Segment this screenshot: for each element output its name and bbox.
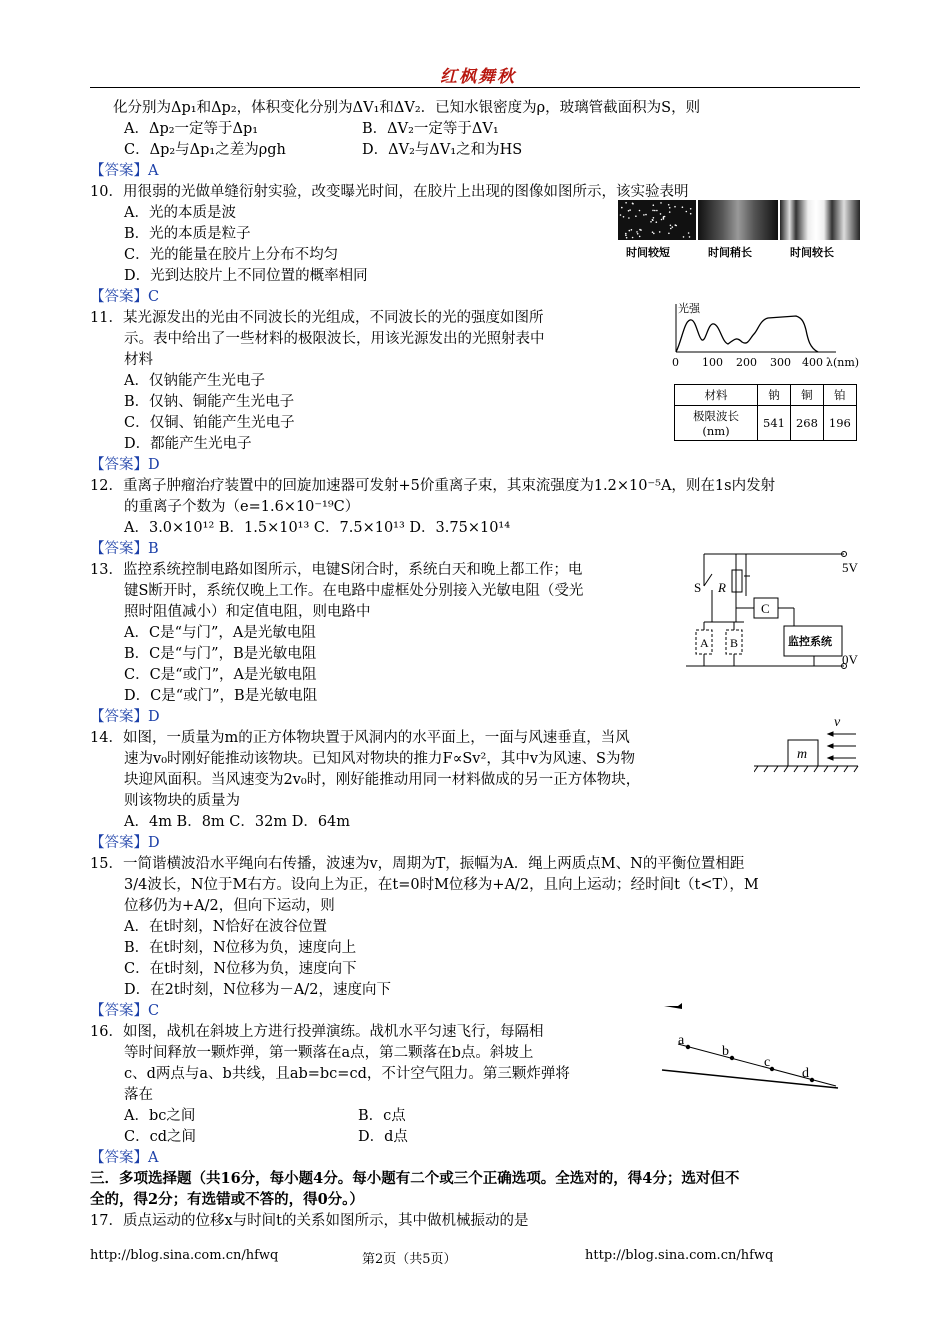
tick-400: 400 [802,356,823,369]
text-line: 全的，得2分；有选错或不答的，得0分。） [90,1191,364,1208]
text-line: 17．质点运动的位移x与时间t的关系如图所示，其中做机械振动的是 [90,1213,529,1229]
text-line: 13．监控系统控制电路如图所示，电键S闭合时，系统白天和晚上都工作；电 [90,562,583,578]
header-logo: 红枫舞秋 [440,67,516,87]
wind-block-figure [754,712,864,774]
text-line: 位移仍为+A/2，但向下运动，则 [124,898,335,914]
text-line: 照时阻值减小）和定值电阻，则电路中 [124,604,371,620]
text-line: 块迎风面积。当风速变为2v₀时，刚好能推动用同一材料做成的另一正方体物块， [124,772,641,788]
tick-0: 0 [672,356,679,369]
text-line: B．ΔV₂一定等于ΔV₁ [362,121,499,137]
text-line: 等时间释放一颗炸弹，第一颗落在a点，第二颗落在b点。斜坡上 [124,1045,534,1061]
table-header-na: 钠 [758,385,791,406]
text-line: B．光的本质是粒子 [124,226,251,242]
table-header-pt: 铂 [823,385,856,406]
text-line: C．在t时刻，N位移为负，速度向下 [124,961,357,977]
caption-medium: 时间稍长 [708,247,752,259]
point-b-label: b [722,1044,729,1059]
text-line: B．仅钠、铜能产生光电子 [124,394,295,410]
text-line: A．仅钠能产生光电子 [124,373,265,389]
text-line: 化分别为Δp₁和Δp₂，体积变化分别为ΔV₁和ΔV₂．已知水银密度为ρ，玻璃管截面积为S，则 [113,100,701,116]
text-line: D．光到达胶片上不同位置的概率相同 [124,268,368,284]
text-line: 键S断开时，系统仅晚上工作。在电路中虚框处分别接入光敏电阻（受光 [124,583,584,599]
text-line: 示。表中给出了一些材料的极限波长，用该光源发出的光照射表中 [124,331,545,347]
text-line: A．C是“与门”，A是光敏电阻 [124,625,316,641]
text-line: D．在2t时刻，N位移为－A/2，速度向下 [124,982,391,998]
text-line: 落在 [124,1087,153,1103]
resistor-label: R [718,580,726,595]
text-line: 14．如图，一质量为m的正方体物块置于风洞内的水平面上，一面与风速垂直，当风 [90,730,630,746]
switch-label: S [694,580,702,595]
table-row-label: 极限波长(nm) [675,406,758,441]
text-line: A．4m B．8m C．32m D．64m [124,814,351,830]
circuit-figure [684,546,864,676]
film-strips-image [618,200,860,262]
box-b-label: B [730,636,739,650]
footer-page-number: 第2页（共5页） [362,1252,457,1267]
text-line: C．Δp₂与Δp₁之差为ρgh [124,142,286,158]
text-line: C．仅铜、铂能产生光电子 [124,415,295,431]
monitor-system-label: 监控系统 [788,636,832,648]
wind-velocity-label: v [834,715,841,730]
caption-long: 时间较长 [790,247,834,259]
text-line: 的重离子个数为（e=1.6×10⁻¹⁹C） [124,499,360,515]
answer-line: 【答案】A [90,1150,159,1166]
text-line: C．C是“或门”，A是光敏电阻 [124,667,317,683]
answer-line: 【答案】D [90,457,160,473]
text-line: B．C是“与门”，B是光敏电阻 [124,646,317,662]
text-line: A．3.0×10¹² B．1.5×10¹³ C．7.5×10¹³ D．3.75×10¹⁴ [124,520,511,536]
text-line: c、d两点与a、b共线，且ab=bc=cd，不计空气阻力。第三颗炸弹将 [124,1066,570,1082]
text-line: 16．如图，战机在斜坡上方进行投弹演练。战机水平匀速飞行，每隔相 [90,1024,544,1040]
table-header-cu: 铜 [790,385,823,406]
text-line: C．光的能量在胶片上分布不均匀 [124,247,339,263]
point-a-label: a [678,1033,685,1048]
answer-line: 【答案】C [90,1003,160,1019]
text-line: B．在t时刻，N位移为负，速度向上 [124,940,357,956]
spectrum-ylabel: 光强 [678,303,700,315]
text-line: D．ΔV₂与ΔV₁之和为HS [362,142,523,158]
text-line: C．cd之间 [124,1129,196,1145]
slope-diagram [658,996,843,1092]
text-line: 3/4波长，N位于M右方。设向上为正，在t=0时M位移为+A/2，且向上运动；经时间t（t<T），M [124,877,759,893]
table-cell-pt: 196 [823,406,856,441]
tick-200: 200 [736,356,757,369]
plane-icon [664,1003,682,1009]
text-line: 速为v₀时刚好能推动该物块。已知风对物块的推力F∝Sv²，其中v为风速、S为物 [124,751,635,767]
footer-link-left[interactable]: http://blog.sina.com.cn/hfwq [90,1248,279,1263]
spectrum-chart [672,300,862,375]
text-line: A．在t时刻，N恰好在波谷位置 [124,919,327,935]
caption-short: 时间较短 [626,247,670,259]
table-cell-cu: 268 [790,406,823,441]
answer-line: 【答案】B [90,541,159,557]
circuit-diagram [684,546,864,676]
text-line: 11．某光源发出的光由不同波长的光组成，不同波长的光的强度如图所 [90,310,544,326]
text-line: A．bc之间 [124,1108,196,1124]
table-cell-na: 541 [758,406,791,441]
header-rule [90,87,860,88]
text-line: 10．用很弱的光做单缝衍射实验，改变曝光时间，在胶片上出现的图像如图所示，该实验表明 [90,184,689,200]
mass-label: m [797,747,808,762]
text-line: B．c点 [358,1108,406,1124]
point-c-label: c [764,1055,771,1070]
answer-line: 【答案】D [90,835,160,851]
slope-figure [658,996,843,1092]
text-line: A．Δp₂一定等于Δp₁ [124,121,259,137]
text-line: 材料 [124,352,153,368]
spectrum-figure [672,300,862,438]
table-header-material: 材料 [675,385,758,406]
text-line: D．d点 [358,1129,408,1145]
footer-link-right[interactable]: http://blog.sina.com.cn/hfwq [585,1248,774,1263]
text-line: A．光的本质是波 [124,205,236,221]
box-a-label: A [700,636,709,650]
diffraction-figure [618,200,860,262]
ground-label: 0V [842,652,858,667]
tick-300: 300 [770,356,791,369]
gate-label: C [761,601,770,616]
point-d-label: d [802,1066,809,1081]
text-line: 三．多项选择题（共16分，每小题4分。每小题有二个或三个正确选项。全选对的，得4分；选对但不 [90,1170,740,1187]
vcc-label: 5V [842,560,858,575]
answer-line: 【答案】C [90,289,160,305]
spectrum-xunit: λ(nm) [826,356,860,369]
text-line: 15．一简谐横波沿水平绳向右传播，波速为v，周期为T，振幅为A．绳上两质点M、N的平衡位置相距 [90,856,745,872]
answer-line: 【答案】D [90,709,160,725]
tick-100: 100 [702,356,723,369]
text-line: D．都能产生光电子 [124,436,252,452]
text-line: 则该物块的质量为 [124,793,240,809]
text-line: 12．重离子肿瘤治疗装置中的回旋加速器可发射+5价重离子束，其束流强度为1.2×10⁻⁵A，则在1s内发射 [90,478,776,494]
text-line: D．C是“或门”，B是光敏电阻 [124,688,318,704]
wind-block-diagram [754,712,864,774]
answer-line: 【答案】A [90,163,159,179]
threshold-table [674,384,857,441]
